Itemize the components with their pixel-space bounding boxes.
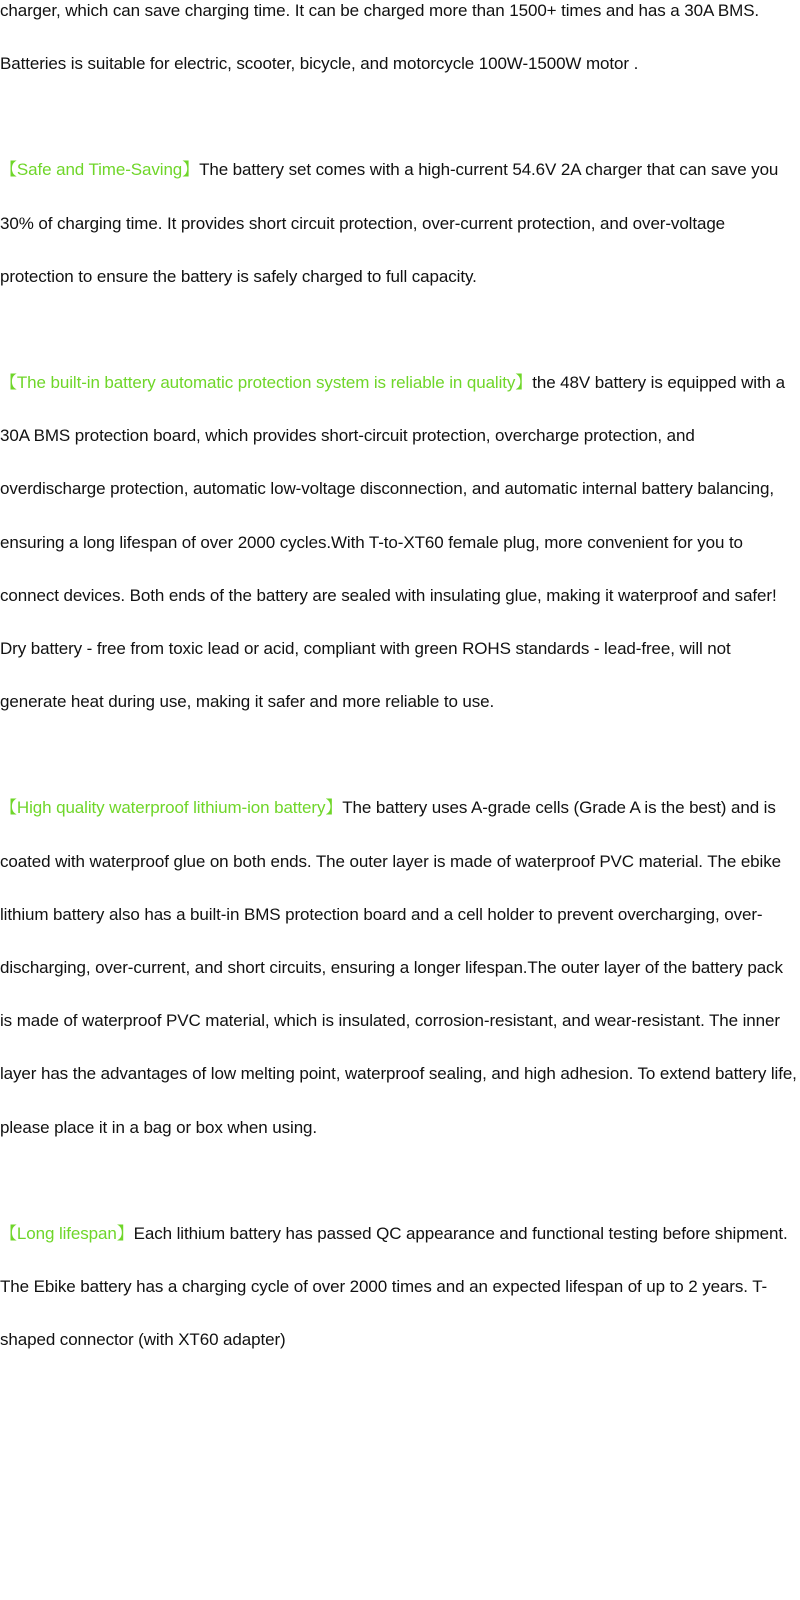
- paragraph-spacer: [0, 303, 798, 356]
- paragraph-text: The battery set comes with a high-current 54.6V 2A charger that can save you 30% of charging time. It provides short circuit protection, over-current protection, and over-voltage protection to ensure the battery is safely charged to full capacity.: [0, 160, 779, 286]
- paragraph-heading: 【Safe and Time-Saving】: [0, 160, 200, 180]
- paragraph-intro: [0, 0, 798, 90]
- paragraph-heading: 【The built-in battery automatic protection system is reliable in quality】: [0, 373, 533, 393]
- paragraph-text: charger, which can save charging time. It can be charged more than 1500+ times and has a 30A BMS. Batteries is suitable for electric, scooter, bicycle, and motorcycle 100W-1500W motor .: [0, 1, 760, 74]
- paragraph-spacer: [0, 90, 798, 143]
- paragraph-spacer: [0, 1154, 798, 1207]
- paragraph-waterproof-battery: [0, 781, 798, 1153]
- paragraph-safe-time-saving: [0, 143, 798, 303]
- paragraph-protection-system: [0, 356, 798, 728]
- paragraph-heading: 【High quality waterproof lithium-ion battery】: [0, 798, 343, 818]
- paragraph-spacer: [0, 728, 798, 781]
- paragraph-heading: 【Long lifespan】: [0, 1223, 134, 1243]
- paragraph-text: the 48V battery is equipped with a 30A BMS protection board, which provides short-circuit protection, overcharge protection, and overdischarge protection, automatic low-voltage disconnection, and automatic internal battery balancing, ensuring a long lifespan of over 2000 cycles.With T-to-XT60 female plug, more convenient for you to connect devices. Both ends of the battery are sealed with insulating glue, making it waterproof and safer! Dry battery - free from toxic lead or acid, compliant with green ROHS standards - lead-free, will not generate heat during use, making it safer and more reliable to use.: [0, 373, 785, 712]
- paragraph-long-lifespan: [0, 1207, 798, 1367]
- paragraph-text: The battery uses A-grade cells (Grade A is the best) and is coated with waterproof glue on both ends. The outer layer is made of waterproof PVC material. The ebike lithium battery also has a built-in BMS protection board and a cell holder to prevent overcharging, over-discharging, over-current, and short circuits, ensuring a longer lifespan.The outer layer of the battery pack is made of waterproof PVC material, which is insulated, corrosion-resistant, and wear-resistant. The inner layer has the advantages of low melting point, waterproof sealing, and high adhesion. To extend battery life, please place it in a bag or box when using.: [0, 798, 797, 1137]
- paragraph-text: Each lithium battery has passed QC appearance and functional testing before shipment. The Ebike battery has a charging cycle of over 2000 times and an expected lifespan of up to 2 years. T-shaped connector (with XT60 adapter): [0, 1223, 788, 1350]
